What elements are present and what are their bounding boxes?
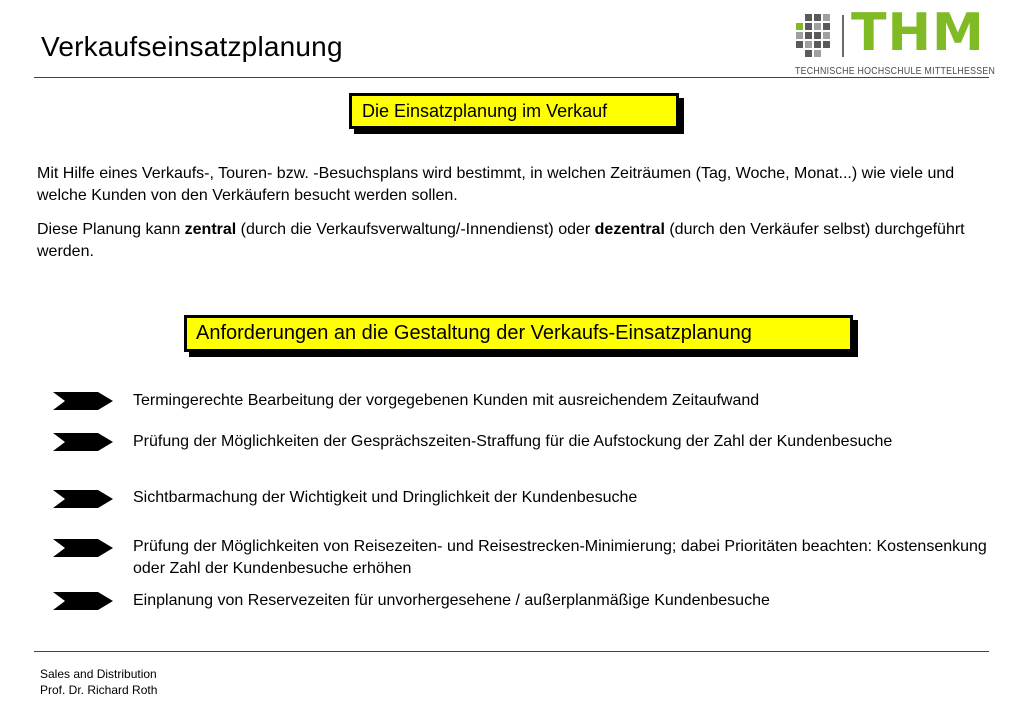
header-divider: [34, 77, 989, 78]
logo-subtitle: TECHNISCHE HOCHSCHULE MITTELHESSEN: [795, 66, 996, 77]
section-heading: Die Einsatzplanung im Verkauf: [362, 101, 608, 121]
paragraph-text: Diese Planung kann: [37, 221, 185, 238]
bold-term-zentral: zentral: [184, 221, 237, 238]
paragraph-text: (durch die Verkaufsverwaltung/-Innendienst) oder: [236, 221, 595, 238]
logo-wordmark: THM: [851, 3, 985, 63]
requirements-heading: Anforderungen an die Gestaltung der Verkaufs-Einsatzplanung: [196, 322, 752, 344]
arrow-bullet-icon: [53, 592, 113, 610]
list-item-text: Termingerechte Bearbeitung der vorgegebenen Kunden mit ausreichendem Zeitaufwand: [133, 392, 760, 409]
arrow-bullet-icon: [53, 539, 113, 557]
list-item-text: Prüfung der Möglichkeiten von Reisezeiten- und Reisestrecken-Minimierung; dabei Prioritäten beachten: Kostensenkung oder Zahl der Kundenbesuche erhöhen: [133, 538, 987, 577]
arrow-bullet-icon: [53, 433, 113, 451]
list-item-text: Einplanung von Reservezeiten für unvorhergesehene / außerplanmäßige Kundenbesuche: [133, 592, 770, 609]
list-item-text: Sichtbarmachung der Wichtigkeit und Dringlichkeit der Kundenbesuche: [133, 489, 638, 506]
arrow-bullet-icon: [53, 392, 113, 410]
list-item-text: Prüfung der Möglichkeiten der Gesprächszeiten-Straffung für die Aufstockung der Zahl der Kundenbesuche: [133, 433, 893, 450]
paragraph-text: (durch den Verkäufer selbst) durchgeführt werden.: [37, 221, 965, 260]
section-heading-box: [349, 93, 679, 129]
intro-paragraph: Mit Hilfe eines Verkaufs-, Touren- bzw. -Besuchsplans wird bestimmt, in welchen Zeiträumen (Tag, Woche, Monat...) wie viele und welche Kunden von den Verkäufern besucht werden sollen.: [37, 165, 955, 204]
thm-logo: [795, 3, 996, 80]
slide-title: Verkaufseinsatzplanung: [41, 31, 343, 62]
logo-dot-grid-icon: [795, 14, 831, 56]
planning-paragraph: [37, 219, 997, 263]
requirements-heading-box: [184, 315, 853, 352]
bold-term-dezentral: dezentral: [594, 221, 665, 238]
footer: [40, 666, 157, 698]
footer-course: Sales and Distribution: [40, 667, 157, 681]
footer-divider: [34, 651, 989, 652]
arrow-bullet-icon: [53, 490, 113, 508]
footer-author: Prof. Dr. Richard Roth: [40, 683, 158, 697]
logo-divider: [842, 15, 844, 57]
